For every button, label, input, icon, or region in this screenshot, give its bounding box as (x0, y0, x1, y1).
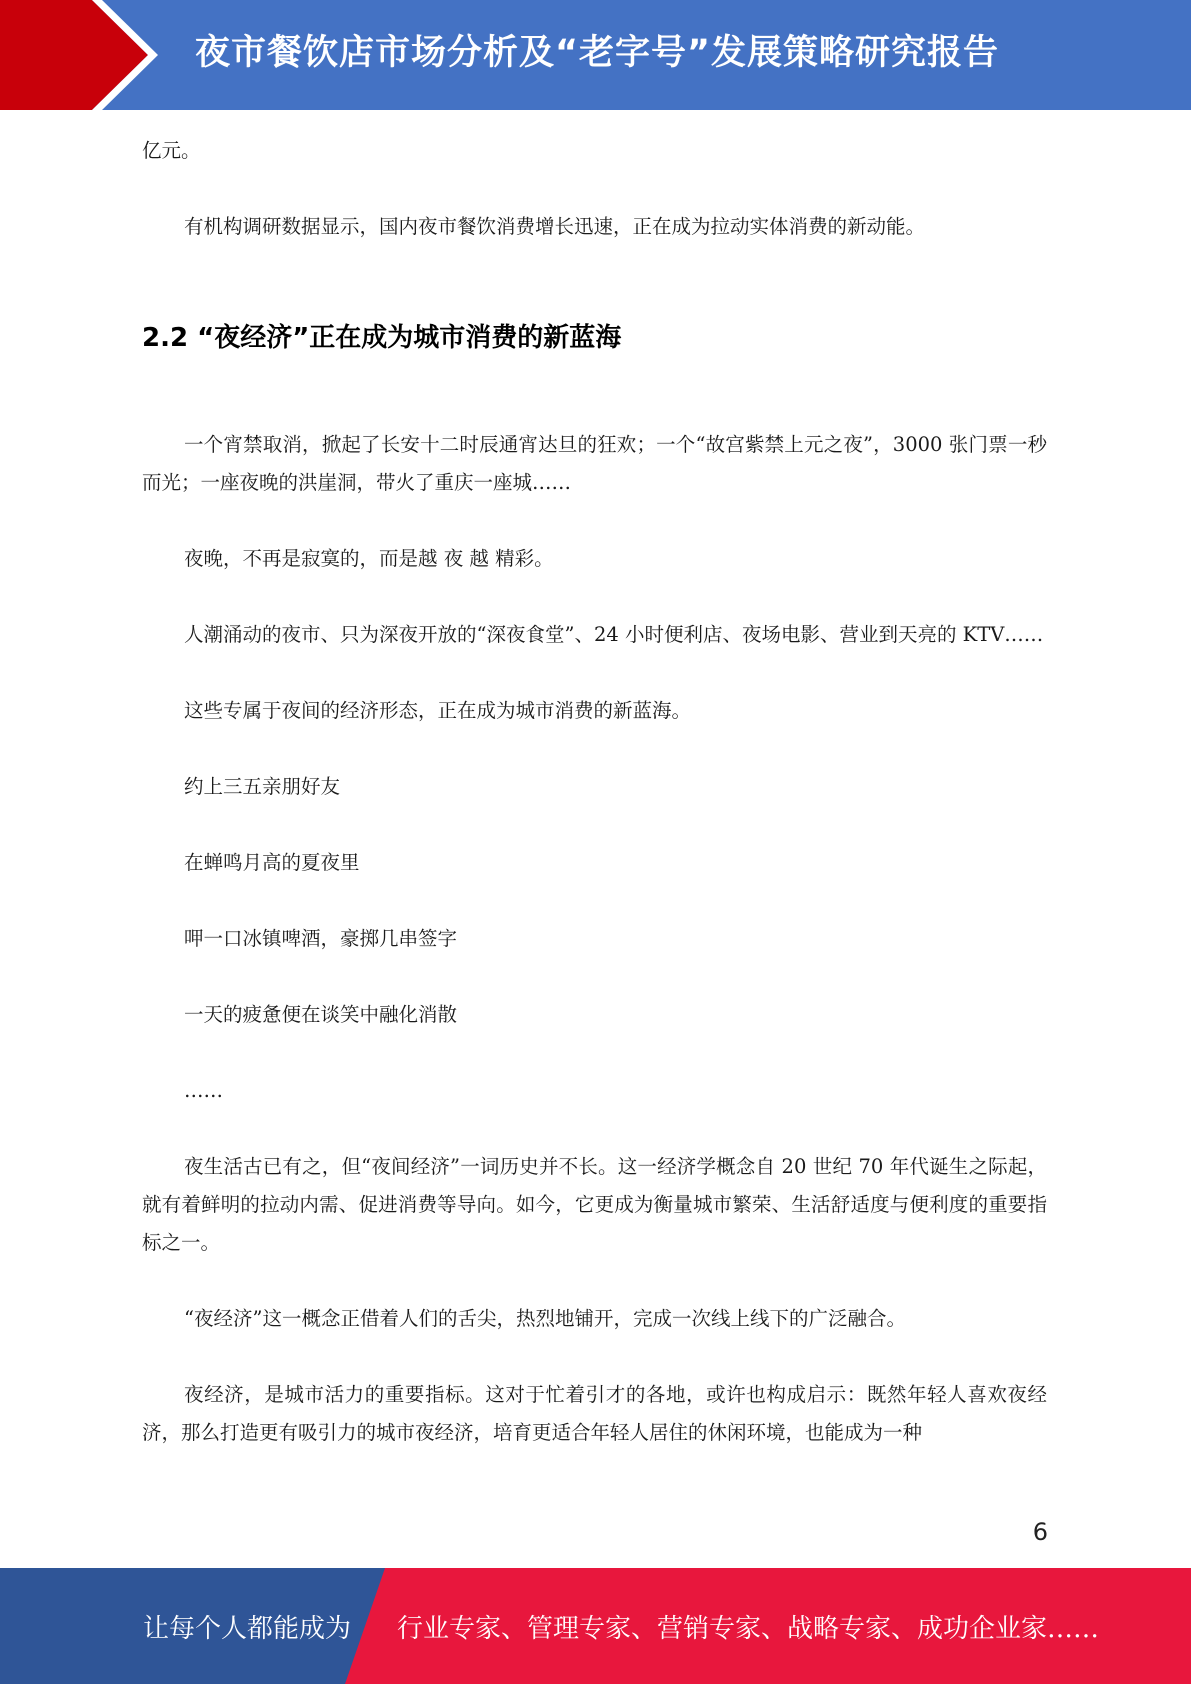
verse-line: 在蝉鸣月高的夏夜里 (184, 851, 360, 874)
paragraph: 亿元。 (142, 139, 201, 162)
paragraph: 人潮涌动的夜市、只为深夜开放的“深夜食堂”、24 小时便利店、夜场电影、营业到天亮的 KTV…… (184, 623, 1044, 646)
paragraph: 夜经济，是城市活力的重要指标。这对于忙着引才的各地，或许也构成启示：既然年轻人喜欢夜经济，那么打造更有吸引力的城市夜经济，培育更适合年轻人居住的休闲环境，也能成为一种 (142, 1383, 1047, 1444)
paragraph: “夜经济”这一概念正借着人们的舌尖，热烈地铺开，完成一次线上线下的广泛融合。 (184, 1307, 906, 1330)
paragraph: 有机构调研数据显示，国内夜市餐饮消费增长迅速，正在成为拉动实体消费的新动能。 (184, 215, 926, 238)
report-title: 夜市餐饮店市场分析及“老字号”发展策略研究报告 (195, 33, 1000, 73)
verse-line: …… (184, 1079, 223, 1102)
paragraph: 这些专属于夜间的经济形态，正在成为城市消费的新蓝海。 (184, 699, 692, 722)
page-footer (0, 1568, 1191, 1684)
paragraph: 一个宵禁取消，掀起了长安十二时辰通宵达旦的狂欢；一个“故宫紫禁上元之夜”，3000 张门票一秒而光；一座夜晚的洪崖洞，带火了重庆一座城…… (142, 433, 1047, 494)
footer-slogan-left: 让每个人都能成为 (143, 1614, 352, 1644)
verse-line: 约上三五亲朋好友 (184, 775, 341, 798)
document-body (142, 132, 1047, 1490)
paragraph: 夜晚，不再是寂寞的，而是越 夜 越 精彩。 (184, 547, 554, 570)
page-number: 6 (1032, 1518, 1048, 1546)
section-heading: 2.2 “夜经济”正在成为城市消费的新蓝海 (142, 323, 622, 353)
page-header (0, 0, 1191, 110)
footer-slogan-right: 行业专家、管理专家、营销专家、战略专家、成功企业家…… (397, 1614, 1100, 1644)
verse-line: 一天的疲惫便在谈笑中融化消散 (184, 1003, 458, 1026)
paragraph: 夜生活古已有之，但“夜间经济”一词历史并不长。这一经济学概念自 20 世纪 70 年代诞生之际起，就有着鲜明的拉动内需、促进消费等导向。如今，它更成为衡量城市繁荣、生活舒适度与便利度的重要指标之一。 (142, 1155, 1047, 1254)
verse-line: 呷一口冰镇啤酒，豪掷几串签字 (184, 927, 458, 950)
